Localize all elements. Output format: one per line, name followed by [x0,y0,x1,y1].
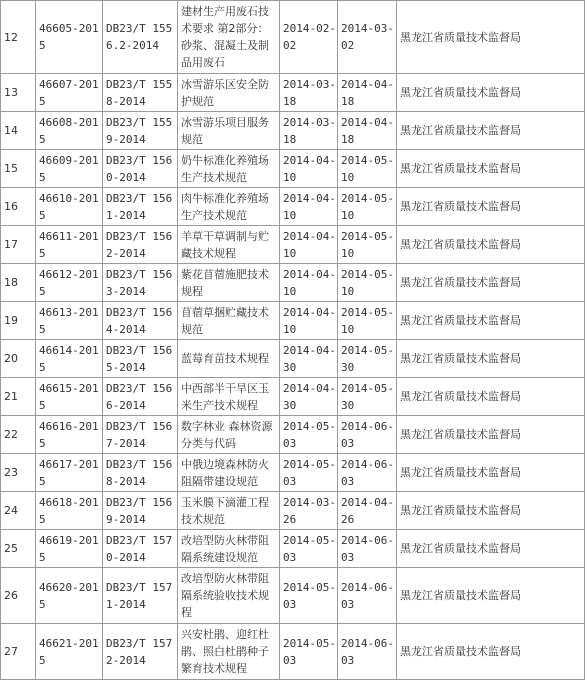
table-row [1,624,585,680]
standard-title: 改培型防火林带阻隔系统验收技术规程 [178,568,280,624]
standard-code: DB23/T 1566-2014 [103,378,178,416]
issuing-department: 黑龙江省质量技术监督局 [397,378,585,416]
issuing-department: 黑龙江省质量技术监督局 [397,340,585,378]
registration-number: 46610-2015 [36,188,103,226]
table-row [1,416,585,454]
effective-date: 2014-06-03 [338,530,397,568]
issue-date: 2014-05-03 [280,530,338,568]
standard-code: DB23/T 1570-2014 [103,530,178,568]
row-number: 21 [1,378,36,416]
issuing-department: 黑龙江省质量技术监督局 [397,416,585,454]
effective-date: 2014-05-30 [338,378,397,416]
issue-date: 2014-05-03 [280,416,338,454]
registration-number: 46615-2015 [36,378,103,416]
table-row [1,264,585,302]
effective-date: 2014-06-03 [338,624,397,680]
standard-title: 羊草干草调制与贮藏技术规程 [178,226,280,264]
issue-date: 2014-03-26 [280,492,338,530]
table-row [1,340,585,378]
effective-date: 2014-04-18 [338,74,397,112]
standard-code: DB23/T 1556.2-2014 [103,1,178,74]
issue-date: 2014-04-30 [280,340,338,378]
standard-code: DB23/T 1565-2014 [103,340,178,378]
issue-date: 2014-04-10 [280,188,338,226]
row-number: 22 [1,416,36,454]
issuing-department: 黑龙江省质量技术监督局 [397,302,585,340]
row-number: 19 [1,302,36,340]
table-row [1,74,585,112]
registration-number: 46616-2015 [36,416,103,454]
effective-date: 2014-06-03 [338,568,397,624]
row-number: 24 [1,492,36,530]
effective-date: 2014-05-10 [338,264,397,302]
row-number: 18 [1,264,36,302]
table-row [1,112,585,150]
table-row [1,226,585,264]
issue-date: 2014-04-10 [280,150,338,188]
standard-code: DB23/T 1572-2014 [103,624,178,680]
standard-code: DB23/T 1558-2014 [103,74,178,112]
registration-number: 46611-2015 [36,226,103,264]
effective-date: 2014-05-10 [338,226,397,264]
issue-date: 2014-04-30 [280,378,338,416]
standard-code: DB23/T 1567-2014 [103,416,178,454]
registration-number: 46609-2015 [36,150,103,188]
standard-title: 冰雪游乐项目服务规范 [178,112,280,150]
registration-number: 46621-2015 [36,624,103,680]
issue-date: 2014-05-03 [280,568,338,624]
row-number: 27 [1,624,36,680]
effective-date: 2014-05-30 [338,340,397,378]
standard-code: DB23/T 1561-2014 [103,188,178,226]
effective-date: 2014-05-10 [338,188,397,226]
effective-date: 2014-05-10 [338,150,397,188]
effective-date: 2014-03-02 [338,1,397,74]
effective-date: 2014-05-10 [338,302,397,340]
standard-title: 苜蓿草捆贮藏技术规范 [178,302,280,340]
table-row [1,378,585,416]
issue-date: 2014-05-03 [280,624,338,680]
issuing-department: 黑龙江省质量技术监督局 [397,264,585,302]
row-number: 25 [1,530,36,568]
table-row [1,150,585,188]
registration-number: 46612-2015 [36,264,103,302]
issuing-department: 黑龙江省质量技术监督局 [397,568,585,624]
table-row [1,302,585,340]
registration-number: 46613-2015 [36,302,103,340]
standard-code: DB23/T 1571-2014 [103,568,178,624]
row-number: 13 [1,74,36,112]
issuing-department: 黑龙江省质量技术监督局 [397,112,585,150]
table-row [1,1,585,74]
registration-number: 46607-2015 [36,74,103,112]
row-number: 23 [1,454,36,492]
registration-number: 46619-2015 [36,530,103,568]
issue-date: 2014-05-03 [280,454,338,492]
row-number: 15 [1,150,36,188]
standard-code: DB23/T 1560-2014 [103,150,178,188]
registration-number: 46608-2015 [36,112,103,150]
standard-code: DB23/T 1562-2014 [103,226,178,264]
issuing-department: 黑龙江省质量技术监督局 [397,454,585,492]
table-row [1,188,585,226]
row-number: 26 [1,568,36,624]
standard-title: 奶牛标准化养殖场生产技术规范 [178,150,280,188]
table-row [1,530,585,568]
row-number: 17 [1,226,36,264]
issuing-department: 黑龙江省质量技术监督局 [397,492,585,530]
row-number: 12 [1,1,36,74]
table-row [1,492,585,530]
standards-table-body [1,1,585,680]
issuing-department: 黑龙江省质量技术监督局 [397,150,585,188]
issue-date: 2014-02-02 [280,1,338,74]
standard-code: DB23/T 1564-2014 [103,302,178,340]
effective-date: 2014-04-26 [338,492,397,530]
issuing-department: 黑龙江省质量技术监督局 [397,1,585,74]
registration-number: 46620-2015 [36,568,103,624]
standard-title: 紫花苜蓿施肥技术规程 [178,264,280,302]
standard-title: 建材生产用废石技术要求 第2部分：砂浆、混凝土及制品用废石 [178,1,280,74]
standard-title: 玉米膜下滴灌工程技术规范 [178,492,280,530]
standard-title: 数字林业 森林资源分类与代码 [178,416,280,454]
issue-date: 2014-04-10 [280,264,338,302]
standard-code: DB23/T 1563-2014 [103,264,178,302]
row-number: 16 [1,188,36,226]
row-number: 14 [1,112,36,150]
issuing-department: 黑龙江省质量技术监督局 [397,530,585,568]
issuing-department: 黑龙江省质量技术监督局 [397,226,585,264]
issue-date: 2014-04-10 [280,226,338,264]
standard-code: DB23/T 1559-2014 [103,112,178,150]
effective-date: 2014-06-03 [338,416,397,454]
table-row [1,454,585,492]
effective-date: 2014-04-18 [338,112,397,150]
standard-title: 蓝莓育苗技术规程 [178,340,280,378]
standard-code: DB23/T 1568-2014 [103,454,178,492]
issue-date: 2014-04-10 [280,302,338,340]
table-row [1,568,585,624]
standard-title: 中俄边境森林防火阻隔带建设规范 [178,454,280,492]
issuing-department: 黑龙江省质量技术监督局 [397,624,585,680]
standard-title: 兴安杜鹃、迎红杜鹃、照白杜鹃种子繁育技术规程 [178,624,280,680]
standard-title: 冰雪游乐区安全防护规范 [178,74,280,112]
standard-title: 肉牛标准化养殖场生产技术规范 [178,188,280,226]
row-number: 20 [1,340,36,378]
issuing-department: 黑龙江省质量技术监督局 [397,74,585,112]
effective-date: 2014-06-03 [338,454,397,492]
issue-date: 2014-03-18 [280,112,338,150]
issue-date: 2014-03-18 [280,74,338,112]
standard-title: 中西部半干旱区玉米生产技术规程 [178,378,280,416]
standard-code: DB23/T 1569-2014 [103,492,178,530]
registration-number: 46605-2015 [36,1,103,74]
issuing-department: 黑龙江省质量技术监督局 [397,188,585,226]
standard-title: 改培型防火林带阻隔系统建设规范 [178,530,280,568]
registration-number: 46618-2015 [36,492,103,530]
registration-number: 46617-2015 [36,454,103,492]
registration-number: 46614-2015 [36,340,103,378]
